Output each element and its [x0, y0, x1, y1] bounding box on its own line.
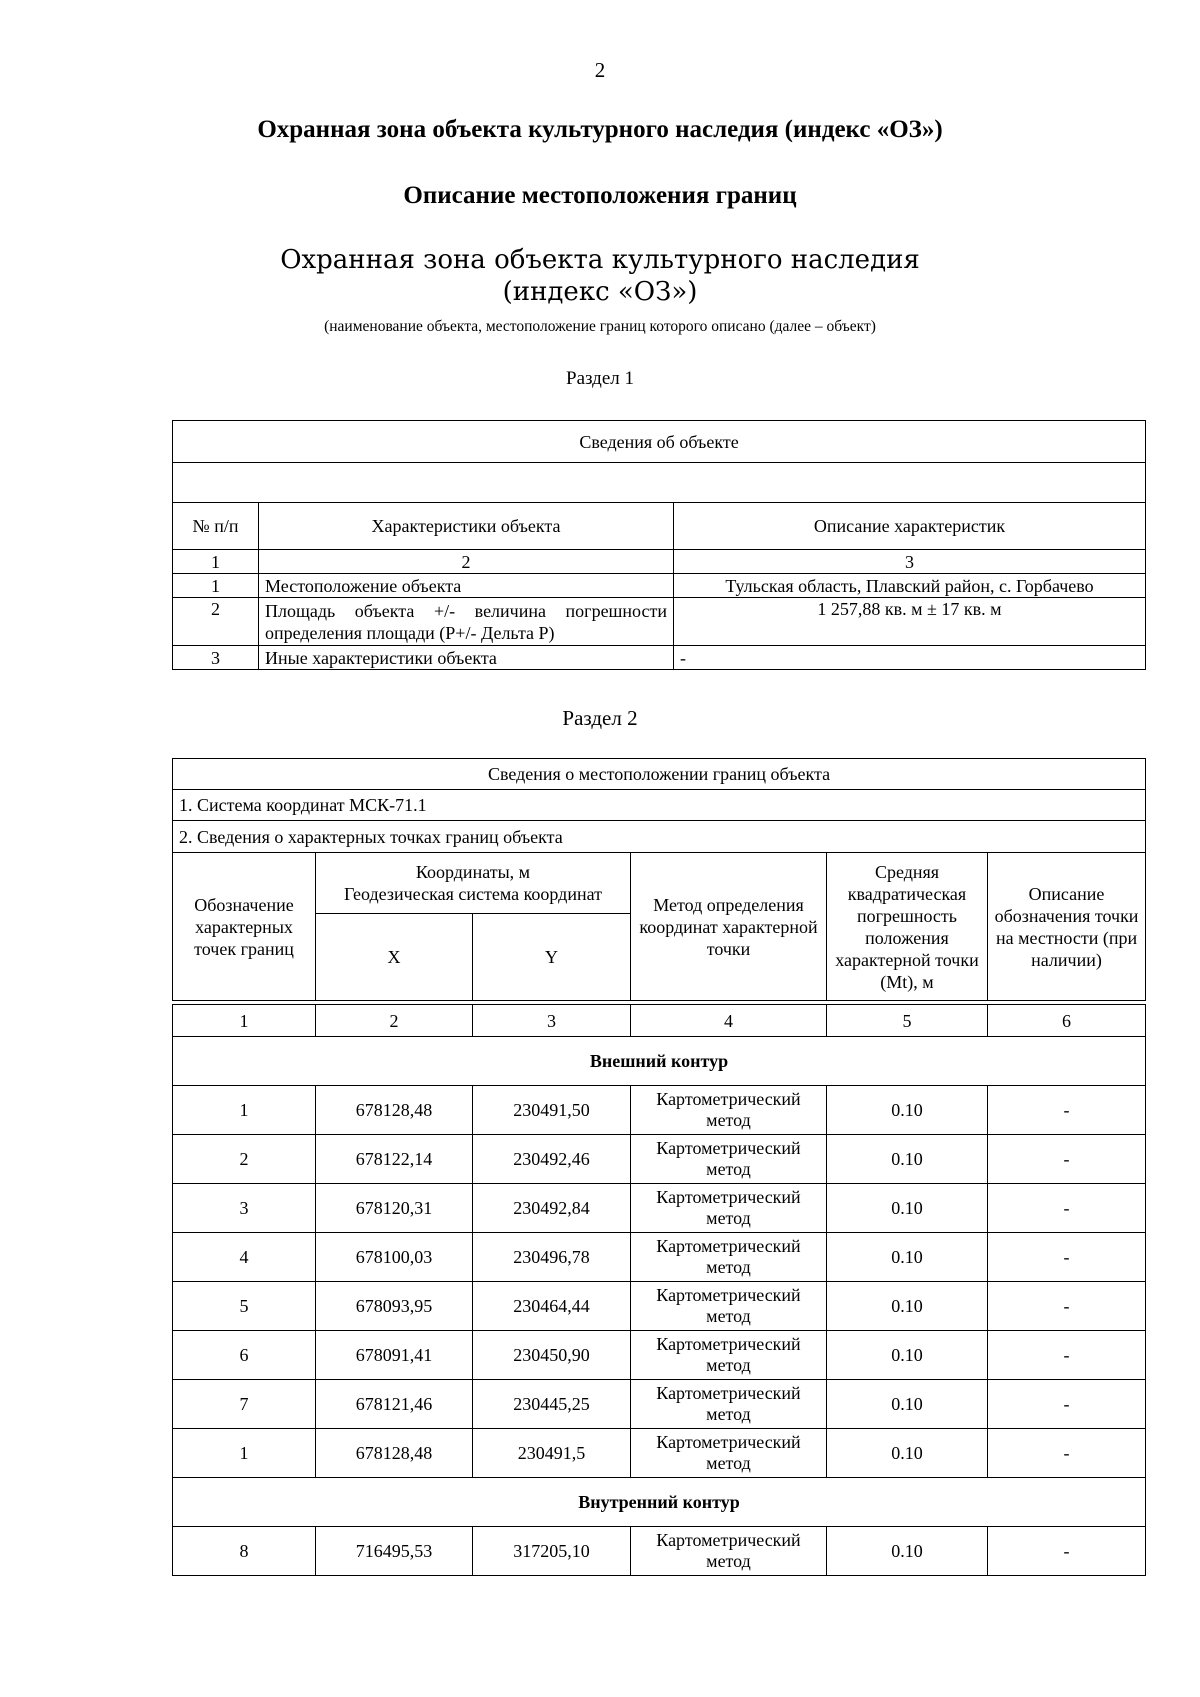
points-title: 2. Сведения о характерных точках границ объекта — [173, 821, 1146, 853]
header-coordinates — [316, 853, 631, 914]
coordinate-y: 317205,10 — [473, 1527, 631, 1576]
method: Картометрический метод — [631, 1135, 827, 1184]
coordinate-x: 678120,31 — [316, 1184, 473, 1233]
inner-points — [173, 1527, 1146, 1576]
object-caption: (наименование объекта, местоположение границ которого описано (далее – объект) — [324, 318, 876, 335]
header-x: X — [316, 914, 473, 1001]
error-value: 0.10 — [827, 1184, 988, 1233]
error-value: 0.10 — [827, 1331, 988, 1380]
table-row — [173, 598, 1146, 646]
point-description: - — [988, 1429, 1146, 1478]
coordinate-y: 230491,5 — [473, 1429, 631, 1478]
coordinate-y: 230491,50 — [473, 1086, 631, 1135]
header-number: № п/п — [173, 503, 259, 550]
row-name: Местоположение объекта — [259, 574, 674, 598]
error-value: 0.10 — [827, 1086, 988, 1135]
coordinate-x: 678091,41 — [316, 1331, 473, 1380]
col-number: 4 — [631, 1005, 827, 1037]
method: Картометрический метод — [631, 1086, 827, 1135]
header-description: Описание обозначения точки на местности (при наличии) — [988, 853, 1146, 1001]
error-value: 0.10 — [827, 1233, 988, 1282]
method: Картометрический метод — [631, 1331, 827, 1380]
header-description: Описание характеристик — [674, 503, 1146, 550]
point-description: - — [988, 1135, 1146, 1184]
col-number: 1 — [173, 550, 259, 574]
header-method: Метод определения координат характерной точки — [631, 853, 827, 1001]
method: Картометрический метод — [631, 1233, 827, 1282]
error-value: 0.10 — [827, 1429, 988, 1478]
row-number: 1 — [173, 574, 259, 598]
point-number: 8 — [173, 1527, 316, 1576]
point-number: 1 — [173, 1086, 316, 1135]
method: Картометрический метод — [631, 1429, 827, 1478]
method: Картометрический метод — [631, 1527, 827, 1576]
table-row — [173, 1527, 1146, 1576]
coordinate-x: 678128,48 — [316, 1086, 473, 1135]
header-y: Y — [473, 914, 631, 1001]
col-number: 3 — [674, 550, 1146, 574]
outer-contour-label: Внешний контур — [173, 1037, 1146, 1086]
col-number: 6 — [988, 1005, 1146, 1037]
header-coordinates-line-1: Координаты, м — [415, 862, 531, 882]
coordinate-x: 678122,14 — [316, 1135, 473, 1184]
point-number: 3 — [173, 1184, 316, 1233]
row-value: 1 257,88 кв. м ± 17 кв. м — [674, 598, 1146, 646]
point-number: 4 — [173, 1233, 316, 1282]
inner-contour-label: Внутренний контур — [173, 1478, 1146, 1527]
error-value: 0.10 — [827, 1380, 988, 1429]
coordinate-x: 678100,03 — [316, 1233, 473, 1282]
point-description: - — [988, 1527, 1146, 1576]
coordinate-x: 678121,46 — [316, 1380, 473, 1429]
table-row — [173, 574, 1146, 598]
point-number: 7 — [173, 1380, 316, 1429]
table-row — [173, 1331, 1146, 1380]
error-value: 0.10 — [827, 1282, 988, 1331]
table-row — [173, 1135, 1146, 1184]
col-number: 2 — [259, 550, 674, 574]
object-name — [0, 244, 1200, 308]
coordinate-y: 230496,78 — [473, 1233, 631, 1282]
row-number: 3 — [173, 646, 259, 670]
boundary-header-table — [172, 758, 1146, 1001]
coordinate-x: 678093,95 — [316, 1282, 473, 1331]
boundary-points-table — [172, 1004, 1146, 1576]
table-row — [173, 1282, 1146, 1331]
col-number: 5 — [827, 1005, 988, 1037]
row-value: Тульская область, Плавский район, с. Горбачево — [674, 574, 1146, 598]
header-error: Средняя квадратическая погрешность положения характерной точки (Mt), м — [827, 853, 988, 1001]
coordinate-x: 678128,48 — [316, 1429, 473, 1478]
point-description: - — [988, 1233, 1146, 1282]
table-row — [173, 1380, 1146, 1429]
row-value: - — [674, 646, 1146, 670]
coordinate-y: 230492,46 — [473, 1135, 631, 1184]
point-description: - — [988, 1380, 1146, 1429]
row-name: Иные характеристики объекта — [259, 646, 674, 670]
col-number: 2 — [316, 1005, 473, 1037]
table-row — [173, 1429, 1146, 1478]
coordinate-y: 230464,44 — [473, 1282, 631, 1331]
empty-row — [173, 463, 1146, 503]
coordinate-system: 1. Система координат МСК-71.1 — [173, 790, 1146, 821]
point-number: 1 — [173, 1429, 316, 1478]
point-description: - — [988, 1086, 1146, 1135]
header-coordinates-line-2: Геодезическая система координат — [344, 884, 602, 904]
point-description: - — [988, 1282, 1146, 1331]
row-number: 2 — [173, 598, 259, 646]
col-number: 1 — [173, 1005, 316, 1037]
method: Картометрический метод — [631, 1282, 827, 1331]
header-point: Обозначение характерных точек границ — [173, 853, 316, 1001]
object-name-line-1: Охранная зона объекта культурного наследия — [280, 245, 920, 275]
header-characteristic: Характеристики объекта — [259, 503, 674, 550]
object-name-line-2: (индекс «ОЗ») — [502, 277, 698, 307]
table-row — [173, 1086, 1146, 1135]
col-number: 3 — [473, 1005, 631, 1037]
section-2-label: Раздел 2 — [562, 706, 638, 730]
row-name: Площадь объекта +/- величина погрешности определения площади (Р+/- Дельта Р) — [259, 598, 674, 646]
point-number: 5 — [173, 1282, 316, 1331]
point-description: - — [988, 1331, 1146, 1380]
table-row — [173, 1233, 1146, 1282]
point-number: 6 — [173, 1331, 316, 1380]
table-row — [173, 646, 1146, 670]
coordinate-x: 716495,53 — [316, 1527, 473, 1576]
point-description: - — [988, 1184, 1146, 1233]
method: Картометрический метод — [631, 1184, 827, 1233]
outer-points — [173, 1086, 1146, 1478]
error-value: 0.10 — [827, 1527, 988, 1576]
point-number: 2 — [173, 1135, 316, 1184]
error-value: 0.10 — [827, 1135, 988, 1184]
object-info-table — [172, 420, 1146, 670]
page-number: 2 — [594, 58, 606, 82]
coordinate-y: 230492,84 — [473, 1184, 631, 1233]
document-subtitle: Описание местоположения границ — [403, 182, 797, 209]
method: Картометрический метод — [631, 1380, 827, 1429]
boundary-table-title: Сведения о местоположении границ объекта — [173, 759, 1146, 790]
object-info-title: Сведения об объекте — [173, 421, 1146, 463]
document-title: Охранная зона объекта культурного наследия (индекс «ОЗ») — [257, 116, 943, 143]
table-row — [173, 1184, 1146, 1233]
section-1-label: Раздел 1 — [566, 368, 634, 389]
coordinate-y: 230450,90 — [473, 1331, 631, 1380]
coordinate-y: 230445,25 — [473, 1380, 631, 1429]
